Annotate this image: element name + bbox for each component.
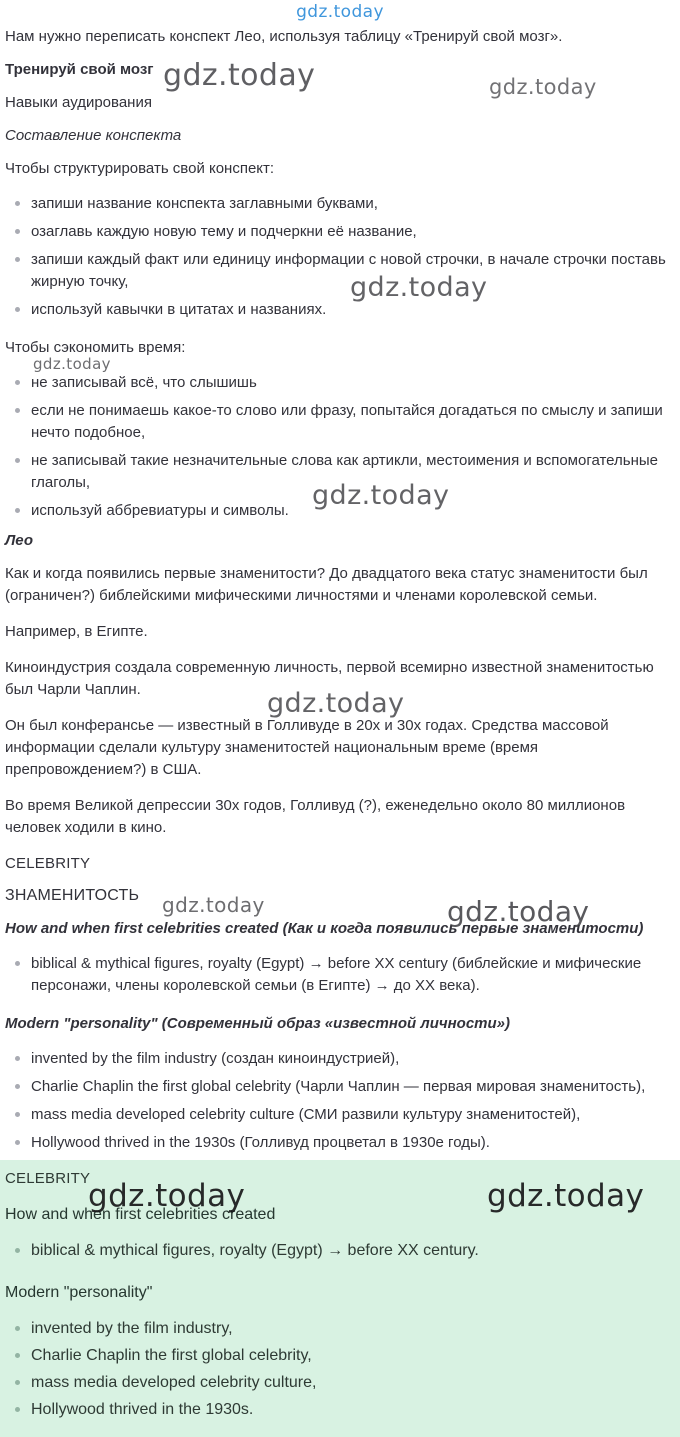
time-intro: Чтобы сэкономить время: <box>5 339 186 356</box>
leo-paragraph: Он был конферансье — известный в Голливуде в 20х и 30х годах. Средства массовой информации сделали культуру знаменитостей национальным време (время препровождением?) в США. <box>5 717 609 778</box>
notes-list-2 <box>5 1048 668 1154</box>
list-item: biblical & mythical figures, royalty (Egypt) → before XX century (библейские и мифические персонажи, члены королевской семьи (в Египте) → до XX века). <box>15 953 668 997</box>
answer-list-1 <box>5 1240 668 1262</box>
leo-notes <box>5 563 668 839</box>
list-item: mass media developed celebrity culture (СМИ развили культуру знаменитостей), <box>15 1104 668 1126</box>
leo-paragraph: Во время Великой депрессии 30х годов, Голливуд (?), еженедельно около 80 миллионов человек ходили в кино. <box>5 797 626 836</box>
watermark: gdz.today <box>350 272 488 303</box>
list-item: Charlie Chaplin the first global celebrity, <box>15 1345 668 1367</box>
watermark: gdz.today <box>163 58 316 93</box>
leo-paragraph: Например, в Египте. <box>5 623 148 640</box>
list-item: запиши название конспекта заглавными буквами, <box>15 193 668 215</box>
watermark: gdz.today <box>162 893 265 917</box>
answer-celebrity-label: CELEBRITY <box>5 1170 91 1187</box>
notes-heading-2: Modern "personality" (Современный образ «известной личности») <box>5 1015 511 1032</box>
list-item: используй кавычки в цитатах и названиях. <box>15 299 668 321</box>
notes-heading-1: How and when first celebrities created (Как и когда появились первые знаменитости) <box>5 920 644 937</box>
list-item: запиши каждый факт или единицу информации с новой строчки, в начале строчки поставь жирную точку, <box>15 249 668 293</box>
watermark: gdz.today <box>447 895 590 928</box>
list-item: invented by the film industry (создан киноиндустрией), <box>15 1048 668 1070</box>
watermark: gdz.today <box>487 1178 645 1214</box>
leo-heading: Лео <box>5 532 33 549</box>
celebrity-caps-en: CELEBRITY <box>5 855 91 872</box>
list-item: mass media developed celebrity culture, <box>15 1372 668 1394</box>
leo-paragraph: Как и когда появились первые знаменитости? До двадцатого века статус знаменитости был (ограничен?) библейскими мифическими личностями и членами королевской семьи. <box>5 565 648 604</box>
celebrity-caps-ru: ЗНАМЕНИТОСТЬ <box>5 887 140 904</box>
listening-skills-subtitle: Навыки аудирования <box>5 94 152 111</box>
notes-list-1 <box>5 953 668 997</box>
list-item: Hollywood thrived in the 1930s. <box>15 1399 668 1421</box>
structure-list <box>5 193 668 321</box>
list-item: если не понимаешь какое-то слово или фразу, попытайся догадаться по смыслу и запиши нечто подобное, <box>15 400 668 444</box>
watermark: gdz.today <box>489 75 597 99</box>
watermark: gdz.today <box>88 1178 246 1214</box>
list-item: озаглавь каждую новую тему и подчеркни её название, <box>15 221 668 243</box>
watermark: gdz.today <box>312 480 450 511</box>
leo-paragraph: Киноиндустрия создала современную личность, первой всемирно известной знаменитостью был Чарли Чаплин. <box>5 659 654 698</box>
train-brain-title: Тренируй свой мозг <box>5 61 154 78</box>
note-taking-heading: Составление конспекта <box>5 127 182 144</box>
time-list <box>5 372 668 522</box>
list-item: Hollywood thrived in the 1930s (Голливуд процветал в 1930е годы). <box>15 1132 668 1154</box>
answer-heading-1: How and when first celebrities created <box>5 1206 276 1223</box>
watermark-link[interactable]: gdz.today <box>296 2 384 22</box>
answer-heading-2: Modern "personality" <box>5 1284 153 1301</box>
answer-section <box>0 1160 680 1437</box>
answer-list-2 <box>5 1318 668 1421</box>
watermark: gdz.today <box>267 688 405 719</box>
list-item: invented by the film industry, <box>15 1318 668 1340</box>
list-item: используй аббревиатуры и символы. <box>15 500 668 522</box>
list-item: biblical & mythical figures, royalty (Egypt) → before XX century. <box>15 1240 668 1262</box>
list-item: не записывай такие незначительные слова как артикли, местоимения и вспомогательные глаголы, <box>15 450 668 494</box>
structure-intro: Чтобы структурировать свой конспект: <box>5 160 275 177</box>
list-item: Charlie Chaplin the first global celebrity (Чарли Чаплин — первая мировая знаменитость), <box>15 1076 668 1098</box>
intro-paragraph: Нам нужно переписать конспект Лео, используя таблицу «Тренируй свой мозг». <box>5 28 563 45</box>
list-item: не записывай всё, что слышишь <box>15 372 668 394</box>
watermark: gdz.today <box>33 355 111 373</box>
